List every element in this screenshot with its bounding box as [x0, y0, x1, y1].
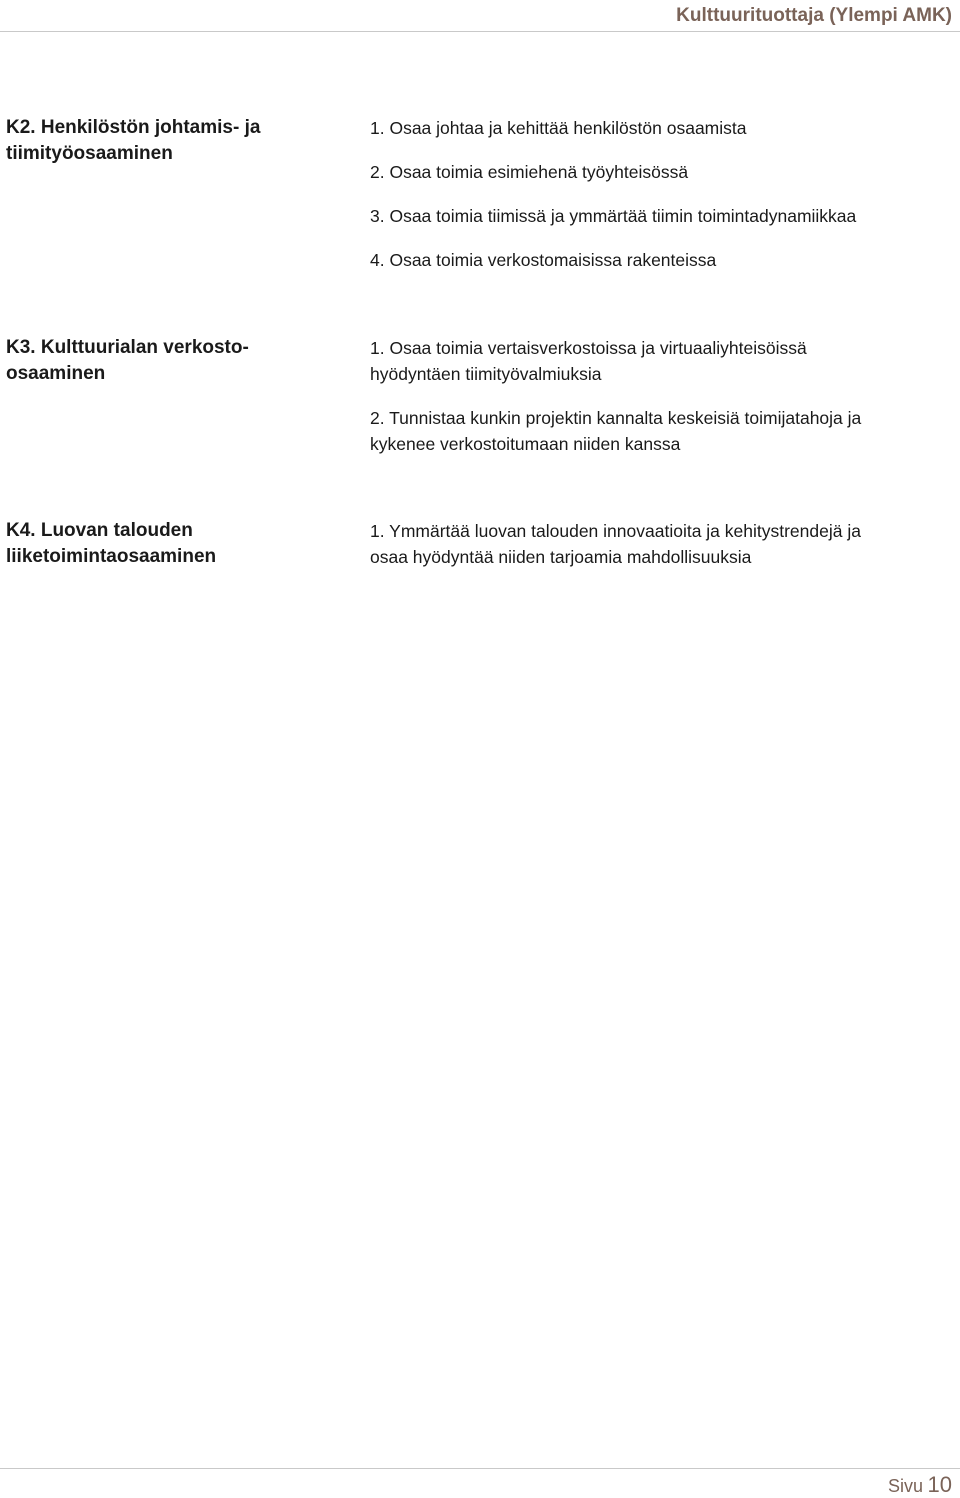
footer-divider [0, 1468, 960, 1469]
competence-item [370, 115, 950, 141]
section-title-line: K3. Kulttuurialan verkosto- [6, 337, 249, 358]
header-divider [0, 31, 960, 32]
page-label: Sivu [888, 1476, 924, 1496]
competence-item-text: osaa hyödyntää niiden tarjoamia mahdollisuuksia [370, 547, 752, 567]
competence-item-text: 2. Osaa toimia esimiehenä työyhteisössä [370, 162, 689, 182]
competence-item-text: 1. Ymmärtää luovan talouden innovaatioita ja kehitystrendejä ja [370, 521, 861, 541]
document-header-title: Kulttuurituottaja (Ylempi AMK) [676, 5, 952, 26]
competence-item [370, 203, 950, 229]
competence-item-text: 1. Osaa toimia vertaisverkostoissa ja virtuaaliyhteisöissä [370, 338, 807, 358]
page-number: 10 [927, 1472, 952, 1497]
competence-item [370, 405, 950, 457]
section-title-line: K4. Luovan talouden [6, 520, 193, 541]
section-title-line: osaaminen [6, 363, 106, 384]
section-title-line: tiimityöosaaminen [6, 143, 173, 164]
competence-item-text: 1. Osaa johtaa ja kehittää henkilöstön osaamista [370, 118, 747, 138]
section-title-line: liiketoimintaosaaminen [6, 546, 217, 567]
section-title [6, 518, 306, 570]
section-title [6, 335, 306, 387]
competence-item [370, 518, 950, 570]
section-title-line: K2. Henkilöstön johtamis- ja [6, 117, 261, 138]
competence-item-text: 4. Osaa toimia verkostomaisissa rakenteissa [370, 250, 717, 270]
competence-item [370, 159, 950, 185]
section-title [6, 115, 306, 167]
competence-item-text: kykenee verkostoitumaan niiden kanssa [370, 434, 681, 454]
competence-item-text: 2. Tunnistaa kunkin projektin kannalta keskeisiä toimijatahoja ja [370, 408, 862, 428]
competence-item [370, 335, 950, 387]
page-footer [888, 1472, 952, 1498]
competence-item-text: hyödyntäen tiimityövalmiuksia [370, 364, 602, 384]
competence-item-text: 3. Osaa toimia tiimissä ja ymmärtää tiimin toimintadynamiikkaa [370, 206, 857, 226]
competence-item [370, 247, 950, 273]
